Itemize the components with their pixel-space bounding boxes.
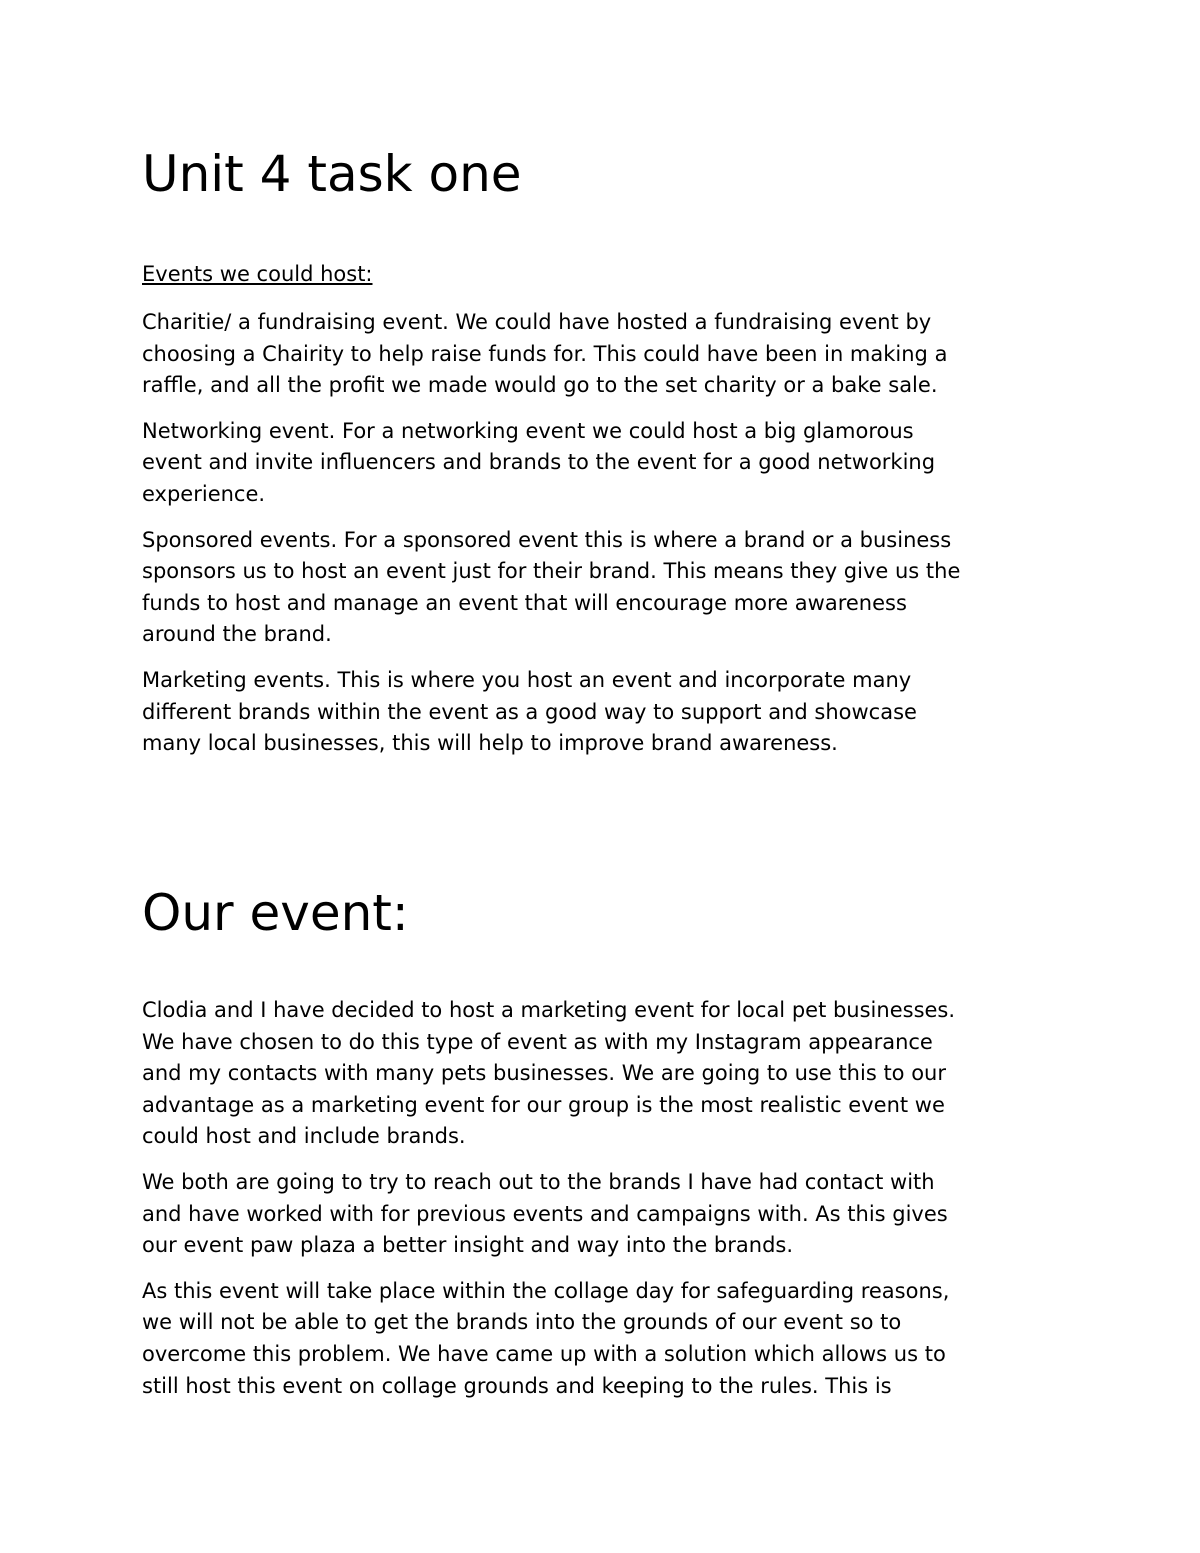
text-line: and my contacts with many pets businesses. We are going to use this to our [142,1061,946,1086]
text-line: around the brand. [142,622,332,647]
events-heading: Events we could host: [142,262,373,286]
text-line: different brands within the event as a good way to support and showcase [142,699,917,724]
paragraph-sponsored-events [142,525,1072,651]
paragraph-safeguarding [142,1276,1072,1402]
text-line: advantage as a marketing event for our group is the most realistic event we [142,1092,945,1117]
text-line: and have worked with for previous events and campaigns with. As this gives [142,1201,948,1226]
text-line: As this event will take place within the collage day for safeguarding reasons, [142,1278,950,1303]
paragraph-our-event-intro [142,995,1072,1153]
text-line: Networking event. For a networking event we could host a big glamorous [142,418,914,443]
text-line: overcome this problem. We have came up with a solution which allows us to [142,1341,946,1366]
text-line: experience. [142,481,266,506]
text-line: We have chosen to do this type of event as with my Instagram appearance [142,1029,933,1054]
text-line: Clodia and I have decided to host a marketing event for local pet businesses. [142,998,956,1022]
text-line: event and invite influencers and brands to the event for a good networking [142,450,936,475]
paragraph-marketing-events [142,665,1072,760]
text-line: Charitie/ a fundraising event. We could have hosted a fundraising event by [142,310,932,334]
paragraph-networking-event [142,416,1072,511]
events-section [142,258,1072,774]
paragraph-brand-outreach [142,1167,1072,1262]
our-event-heading: Our event: [142,884,409,942]
text-line: still host this event on collage grounds and keeping to the rules. This is [142,1373,892,1398]
text-line: many local businesses, this will help to improve brand awareness. [142,731,838,756]
text-line: We both are going to try to reach out to the brands I have had contact with [142,1169,935,1194]
text-line: funds to host and manage an event that will encourage more awareness [142,590,907,615]
text-line: choosing a Chairity to help raise funds for. This could have been in making a [142,341,948,366]
our-event-section [142,995,1072,1416]
text-line: could host and include brands. [142,1124,466,1149]
text-line: raffle, and all the profit we made would go to the set charity or a bake sale. [142,373,938,398]
text-line: Marketing events. This is where you host an event and incorporate many [142,667,912,692]
paragraph-charity-event [142,307,1072,402]
text-line: sponsors us to host an event just for their brand. This means they give us the [142,559,961,584]
page-title: Unit 4 task one [142,145,522,203]
text-line: our event paw plaza a better insight and way into the brands. [142,1233,794,1258]
text-line: Sponsored events. For a sponsored event this is where a brand or a business [142,527,952,552]
text-line: we will not be able to get the brands into the grounds of our event so to [142,1310,902,1335]
